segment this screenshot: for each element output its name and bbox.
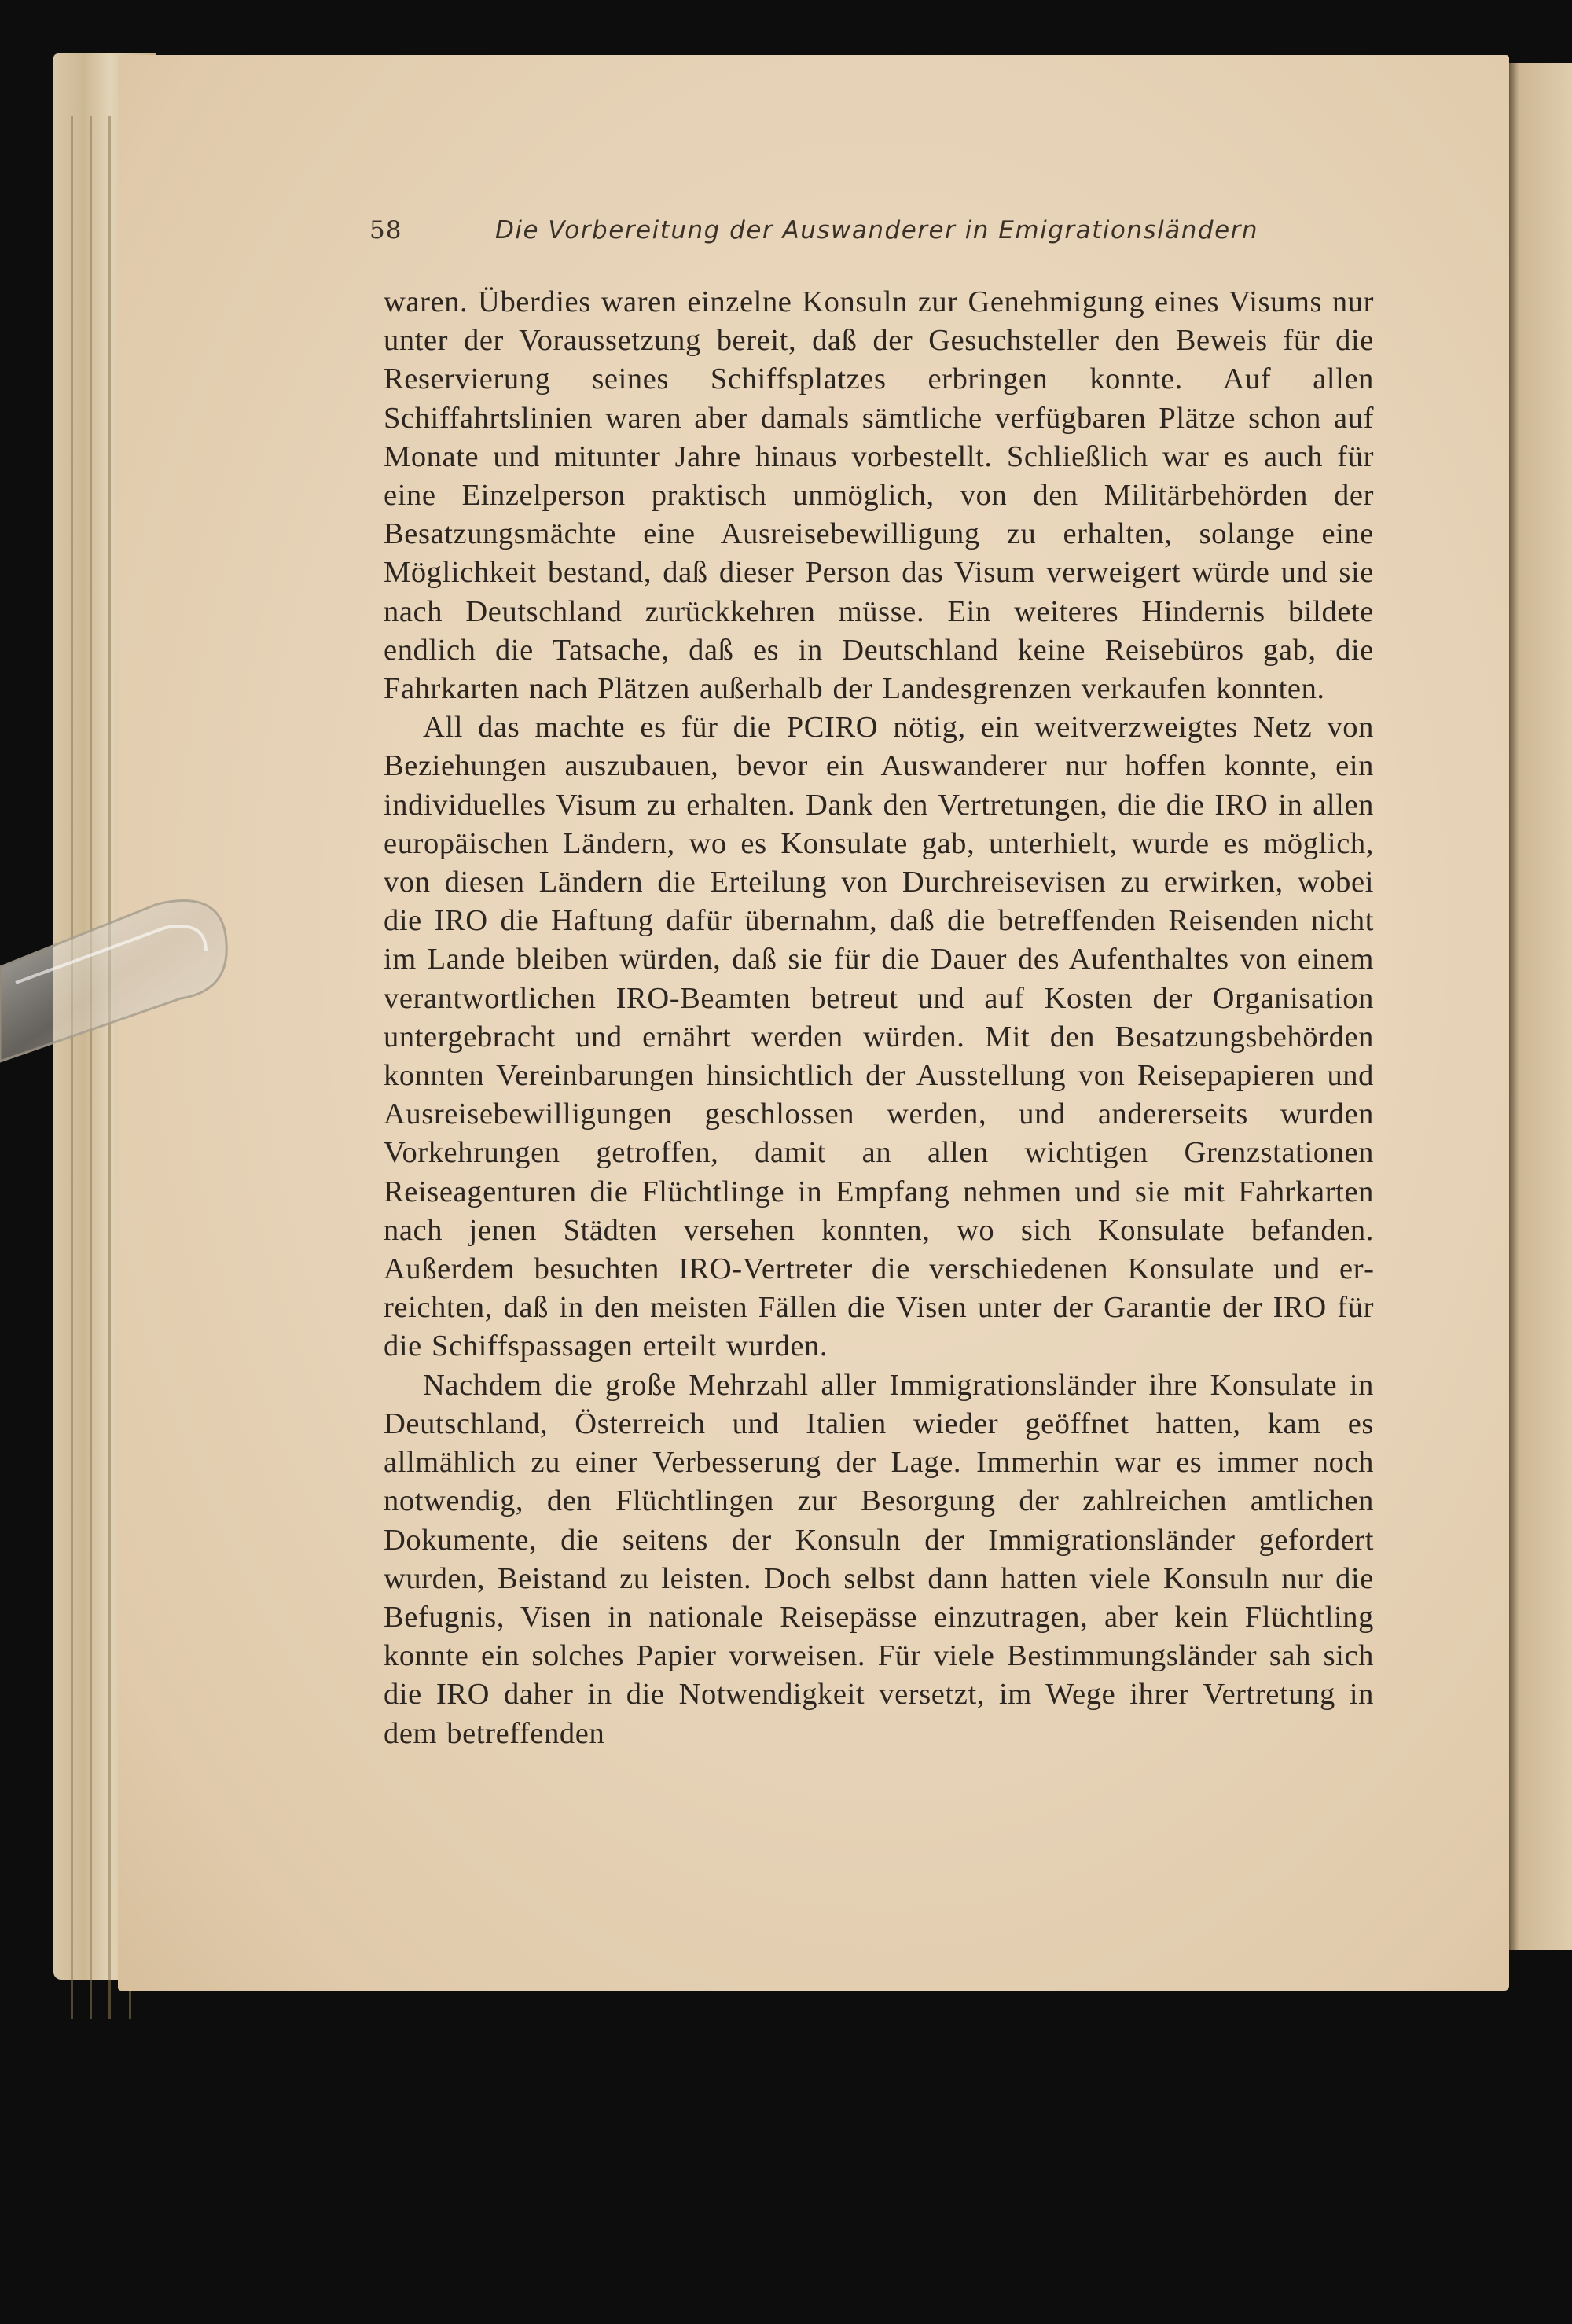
paragraph: All das machte es für die PCIRO nötig, ein weitverzweigtes Netz von Beziehungen auszubauen, bevor ein Auswanderer nur hoffen konnte, ein individuelles Visum zu erhalten. Dank den Vertretungen, die die IRO in allen europäischen Ländern, wo es Konsulate gab, unterhielt, wurde es möglich, von diesen Ländern die Erteilung von Durchreisevisen zu erwirken, wobei die IRO die Haftung dafür übernahm, daß die betreffenden Reisenden nicht im Lande bleiben würden, daß sie für die Dauer des Aufenthaltes von einem verantwortlichen IRO-Beamten betreut und auf Kosten der Organisation untergebracht und ernährt werden würden. Mit den Besatzungsbehörden konnten Vereinbarungen hinsichtlich der Ausstellung von Reisepapieren und Ausreisebewilligungen geschlossen werden, und andererseits wurden Vorkehrungen getroffen, damit an allen wichtigen Grenzstationen Reiseagenturen die Flüchtlinge in Empfang nehmen und sie mit Fahrkarten nach jenen Städten versehen konnten, wo sich Konsulate befanden. Außerdem besuchten IRO-Vertreter die verschiedenen Konsulate und erreichten, daß in den meisten Fällen die Visen unter der Garantie der IRO für die Schiffspassagen erteilt wurden.	[384, 711, 1374, 1363]
body-text	[384, 283, 1374, 1753]
page-number: 58	[369, 216, 402, 245]
running-head	[369, 216, 1258, 245]
facing-page-edge	[1508, 63, 1572, 1950]
running-head-title: Die Vorbereitung der Auswanderer in Emigrationsländern	[495, 216, 1259, 245]
paragraph: Nachdem die große Mehrzahl aller Immigrationsländer ihre Konsulate in Deutschland, Österreich und Italien wieder geöffnet hatten, kam es allmählich zu einer Verbesserung der Lage. Immerhin war es immer noch notwendig, den Flüchtlingen zur Besorgung der zahlreichen amtlichen Dokumente, die seitens der Konsuln der Immigrationsländer gefordert wurden, Beistand zu leisten. Doch selbst dann hatten viele Konsuln nur die Befugnis, Visen in nationale Reisepässe einzutragen, aber kein Flüchtling konnte ein solches Papier vorweisen. Für viele Bestimmungsländer sah sich die IRO daher in die Notwendigkeit versetzt, im Wege ihrer Vertretung in dem betreffenden	[384, 1368, 1374, 1750]
paragraph: waren. Überdies waren einzelne Konsuln zur Genehmigung eines Visums nur unter der Voraussetzung bereit, daß der Gesuchsteller den Beweis für die Reservierung seines Schiffsplatzes erbringen konnte. Auf allen Schiffahrtslinien waren aber damals sämtliche verfügbaren Plätze schon auf Monate und mitunter Jahre hinaus vorbestellt. Schließlich war es auch für eine Einzelperson praktisch unmöglich, von den Militärbehörden der Besatzungsmächte eine Ausreisebewilligung zu erhalten, solange eine Möglichkeit bestand, daß dieser Person das Visum verweigert würde und sie nach Deutschland zurückkehren müsse. Ein weiteres Hindernis bildete endlich die Tatsache, daß es in Deutschland keine Reisebüros gab, die Fahrkarten nach Plätzen außerhalb der Landesgrenzen verkaufen konnten.	[384, 285, 1374, 706]
plastic-page-clip	[0, 896, 236, 1077]
